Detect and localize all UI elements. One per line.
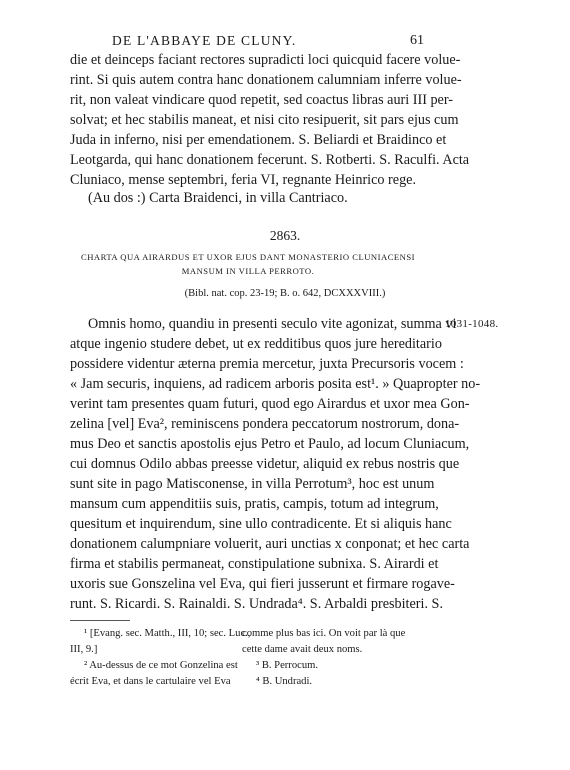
- margin-date: 1031-1048.: [445, 318, 499, 330]
- text-line: Juda in inferno, nisi per emendationem. S. Beliardi et Braidinco et: [70, 132, 447, 148]
- text-line: firma et stabilis permaneat, constipulatione subnixa. S. Airardi et: [70, 556, 439, 572]
- text-line: sunt site in pago Matisconense, in villa Perrotum³, hoc est unum: [70, 476, 435, 492]
- footnote-line: ⁴ B. Undradi.: [256, 676, 313, 687]
- text-line: rit, non valeat vindicare quod repetit, sed coactus libras auri III per-: [70, 92, 454, 108]
- text-line: cui domnus Odilo abbas preesse videtur, aliquid ex rebus nostris que: [70, 456, 460, 472]
- footnote-line: écrit Eva, et dans le cartulaire vel Eva: [70, 676, 231, 687]
- text-line: solvat; et hec stabilis maneat, et nisi cito resipuerit, sit pars ejus cum: [70, 112, 459, 128]
- text-line: Omnis homo, quandiu in presenti seculo vite agonizat, summa vi: [88, 316, 457, 332]
- text-line: Cluniaco, mense septembri, feria VI, regnante Heinrico rege.: [70, 172, 417, 188]
- page-number: 61: [410, 33, 424, 48]
- text-line: die et deinceps faciant rectores supradicti loci quicquid facere volue-: [70, 52, 461, 68]
- text-line: donationem calumpniare voluerit, auri unctias x conponat; et hec carta: [70, 536, 470, 552]
- source-reference: (Bibl. nat. cop. 23-19; B. o. 642, DCXXXVIII.): [184, 288, 386, 299]
- footnote-line: ² Au-dessus de ce mot Gonzelina est: [84, 660, 238, 671]
- text-line: atque ingenio studere debet, ut ex redditibus quos jure hereditario: [70, 336, 442, 352]
- footnote-line: III, 9.]: [70, 644, 98, 655]
- text-line: verint tam presentes quam futuri, quod ego Airardus et uxor mea Gon-: [70, 396, 470, 412]
- charter-title-line: CHARTA QUA AIRARDUS ET UXOR EJUS DANT MONASTERIO CLUNIACENSI: [80, 252, 416, 262]
- text-line: zelina [vel] Eva², reminiscens pondera peccatorum nostrorum, dona-: [70, 416, 460, 432]
- text-line: mus Deo et sanctis apostolis ejus Petro et Paulo, ad locum Cluniacum,: [70, 436, 470, 452]
- dorse-note: (Au dos :) Carta Braidenci, in villa Cantriaco.: [88, 190, 348, 206]
- text-line: quesitum et inquirendum, sine ullo contradicente. Et si aliquis hanc: [70, 516, 452, 532]
- charter-title-line: MANSUM IN VILLA PERROTO.: [181, 266, 315, 276]
- footnote-line: cette dame avait deux noms.: [242, 644, 363, 655]
- text-line: « Jam securis, inquiens, ad radicem arboris posita est¹. » Quapropter no-: [70, 376, 481, 392]
- footnote-rule: [70, 620, 130, 621]
- footnote-line: ¹ [Evang. sec. Matth., III, 10; sec. Luc.,: [84, 628, 251, 639]
- running-head: DE L'ABBAYE DE CLUNY.: [112, 33, 297, 48]
- text-line: rint. Si quis autem contra hanc donationem calumniam inferre volue-: [70, 72, 462, 88]
- text-line: runt. S. Ricardi. S. Rainaldi. S. Undrada⁴. S. Arbaldi presbiteri. S.: [70, 596, 443, 612]
- text-line: Leotgarda, qui hanc donationem fecerunt. S. Rotberti. S. Raculfi. Acta: [70, 152, 470, 168]
- text-line: uxoris sue Gonszelina vel Eva, qui fieri jusserunt et firmare rogave-: [70, 576, 455, 592]
- text-line: mansum cum appenditiis suis, pratis, campis, totum ad integrum,: [70, 496, 439, 512]
- text-line: possidere videntur æterna premia mercetur, juxta Precursoris vocem :: [70, 356, 464, 372]
- footnote-line: ³ B. Perrocum.: [256, 660, 319, 671]
- footnote-line: comme plus bas ici. On voit par là que: [242, 628, 406, 639]
- charter-number: 2863.: [269, 228, 301, 243]
